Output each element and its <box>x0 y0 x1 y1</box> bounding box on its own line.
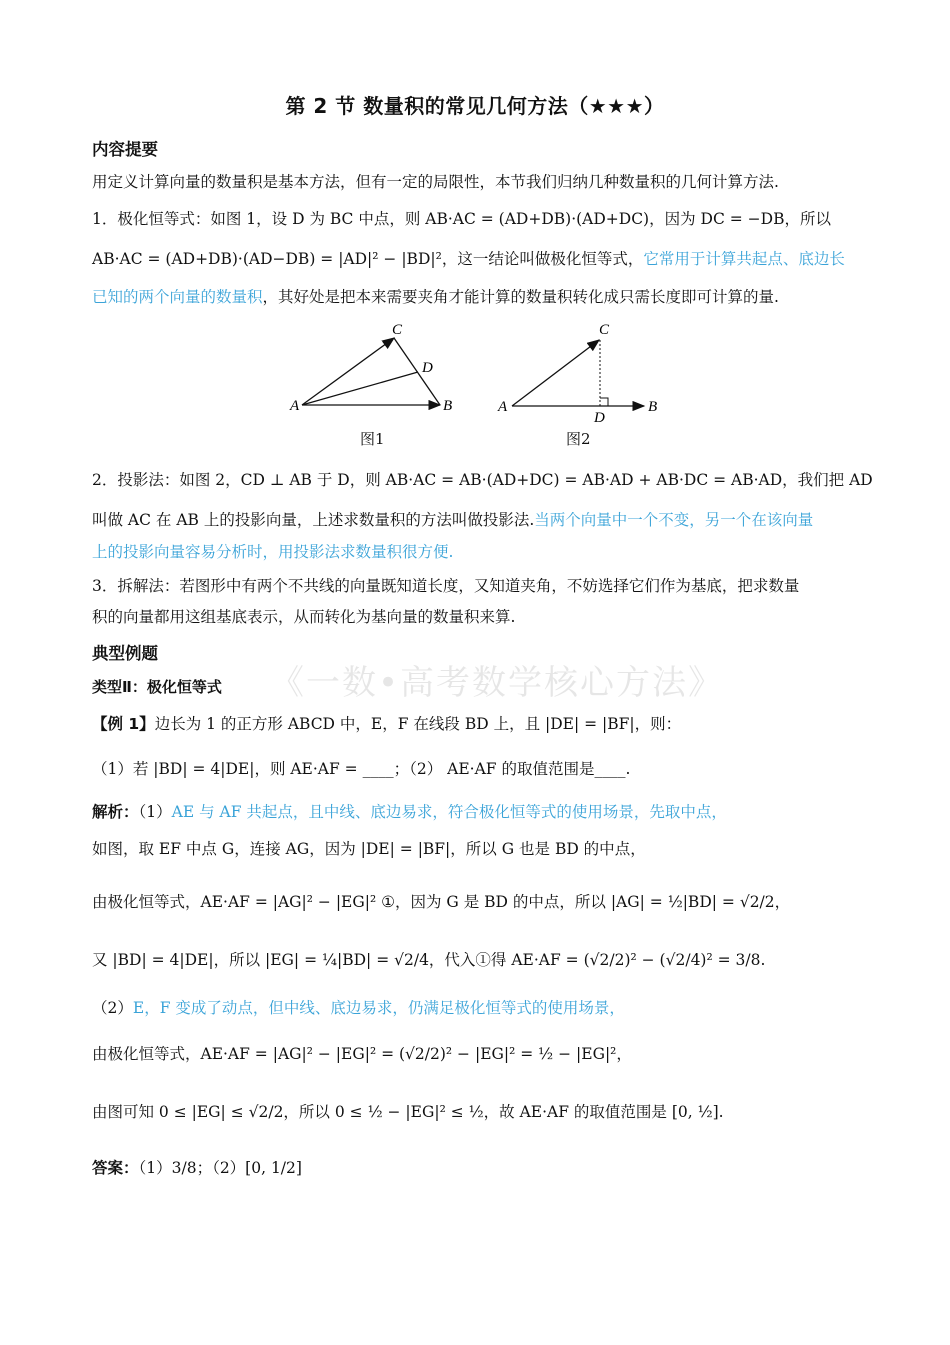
method2-line2-highlight: 当两个向量中一个不变，另一个在该向量 <box>534 511 814 529</box>
answer-text: （1）3/8；（2）[0, 1/2] <box>138 1159 302 1177</box>
method1-line2-text: ，这一结论叫做极化恒等式， <box>441 250 644 268</box>
method1-line2-math: AB·AC = (AD+DB)·(AD−DB) = |AD|² − |BD|² <box>92 250 442 268</box>
fig2-right-angle-mark <box>600 398 608 406</box>
fig2-label-a: A <box>498 399 508 415</box>
method2-line2-text: 叫做 AC 在 AB 上的投影向量，上述求数量积的方法叫做投影法. <box>92 511 535 529</box>
watermark: 《一数•高考数学核心方法》 <box>270 663 725 703</box>
fig2-label-b: B <box>648 399 658 415</box>
method1-line3-highlight: 已知的两个向量的数量积 <box>92 288 263 306</box>
fig1-segment-cb <box>394 338 440 405</box>
method2-line1: 2．投影法：如图 2，CD ⊥ AB 于 D，则 AB·AC = AB·(AD+DC) = AB·AD + AB·DC = AB·AD，我们把 AD <box>92 471 873 489</box>
method3-line2: 积的向量都用这组基底表示，从而转化为基向量的数量积来算. <box>92 608 516 626</box>
type-label: 类型Ⅱ：极化恒等式 <box>92 678 222 696</box>
solution-step2 <box>92 890 860 914</box>
example1-questions: （1）若 |BD| = 4|DE|，则 AE·AF = ____；（2） AE·AF 的取值范围是____. <box>92 760 631 778</box>
fig1-label-a: A <box>290 398 300 414</box>
method2-line2 <box>92 508 860 532</box>
fig1-vector-ac <box>302 338 394 405</box>
page-title: 第 2 节 数量积的常见几何方法（★★★） <box>285 94 665 118</box>
solution-p1 <box>92 800 860 824</box>
method1-prefix: 1．极化恒等式：如图 1，设 <box>92 210 288 228</box>
solution-step4: 由极化恒等式，AE·AF = |AG|² − |EG|² = (√2/2)² − |EG|² = ½ − |EG|²， <box>92 1045 632 1063</box>
example1-tag: 【例 1】 <box>92 715 155 733</box>
method2-line3-highlight: 上的投影向量容易分析时，用投影法求数量积很方便. <box>92 543 454 561</box>
solution-step1: 如图，取 EF 中点 G，连接 AG，因为 |DE| = |BF|，所以 G 也是 BD 的中点， <box>92 840 646 858</box>
solution-p2 <box>92 996 860 1020</box>
figure1-diagram <box>280 318 460 418</box>
figure2-diagram <box>490 318 670 428</box>
example1-stem-line <box>92 712 860 736</box>
solution-step2-text: 由极化恒等式， <box>92 893 201 911</box>
method1-line3 <box>92 285 860 309</box>
method1-line2-highlight: 它常用于计算共起点、底边长 <box>643 250 845 268</box>
intro-text: 用定义计算向量的数量积是基本方法，但有一定的局限性，本节我们归纳几种数量积的几何计算方法. <box>92 173 779 191</box>
solution-step5: 由图可知 0 ≤ |EG| ≤ √2/2，所以 0 ≤ ½ − |EG|² ≤ ½，故 AE·AF 的取值范围是 [0, ½]. <box>92 1103 724 1121</box>
fig1-label-d: D <box>422 360 433 376</box>
solution-p2-highlight: E，F 变成了动点，但中线、底边易求，仍满足极化恒等式的使用场景， <box>132 999 625 1017</box>
summary-heading: 内容提要 <box>92 140 158 159</box>
method1-line2 <box>92 247 860 271</box>
method1-line1 <box>92 207 860 231</box>
solution-step2-math: AE·AF = |AG|² − |EG|² ①，因为 G 是 BD 的中点，所以 |AG| = ½|BD| = √2/2， <box>200 893 791 911</box>
fig2-label-d: D <box>594 410 605 426</box>
fig2-label-c: C <box>599 322 610 338</box>
fig1-label-c: C <box>392 322 403 338</box>
examples-heading: 典型例题 <box>92 644 158 663</box>
fig1-segment-ad <box>302 372 418 405</box>
method3-line1: 3．拆解法：若图形中有两个不共线的向量既知道长度，又知道夹角，不妨选择它们作为基底，把求数量 <box>92 577 800 595</box>
answer-line <box>92 1156 860 1180</box>
method1-line1-math: D 为 BC 中点，则 AB·AC = (AD+DB)·(AD+DC)，因为 DC = −DB，所以 <box>292 210 831 228</box>
solution-p2-prefix: （2） <box>92 999 133 1017</box>
solution-p1-highlight: AE 与 AF 共起点，且中线、底边易求，符合极化恒等式的使用场景，先取中点， <box>171 803 727 821</box>
method1-line3-text: ，其好处是把本来需要夹角才能计算的数量积转化成只需长度即可计算的量. <box>262 288 779 306</box>
solution-p1-prefix: （1） <box>138 803 172 821</box>
fig2-vector-ac <box>512 340 599 406</box>
figure2-caption: 图2 <box>566 430 591 448</box>
answer-label: 答案： <box>92 1159 139 1177</box>
solution-label: 解析： <box>92 803 139 821</box>
solution-step3: 又 |BD| = 4|DE|，所以 |EG| = ¼|BD| = √2/4，代入①得 AE·AF = (√2/2)² − (√2/4)² = 3/8. <box>92 951 766 969</box>
figure1-caption: 图1 <box>360 430 385 448</box>
fig1-label-b: B <box>443 398 453 414</box>
example1-stem: 边长为 1 的正方形 ABCD 中，E，F 在线段 BD 上，且 |DE| = |BF|，则： <box>154 715 682 733</box>
